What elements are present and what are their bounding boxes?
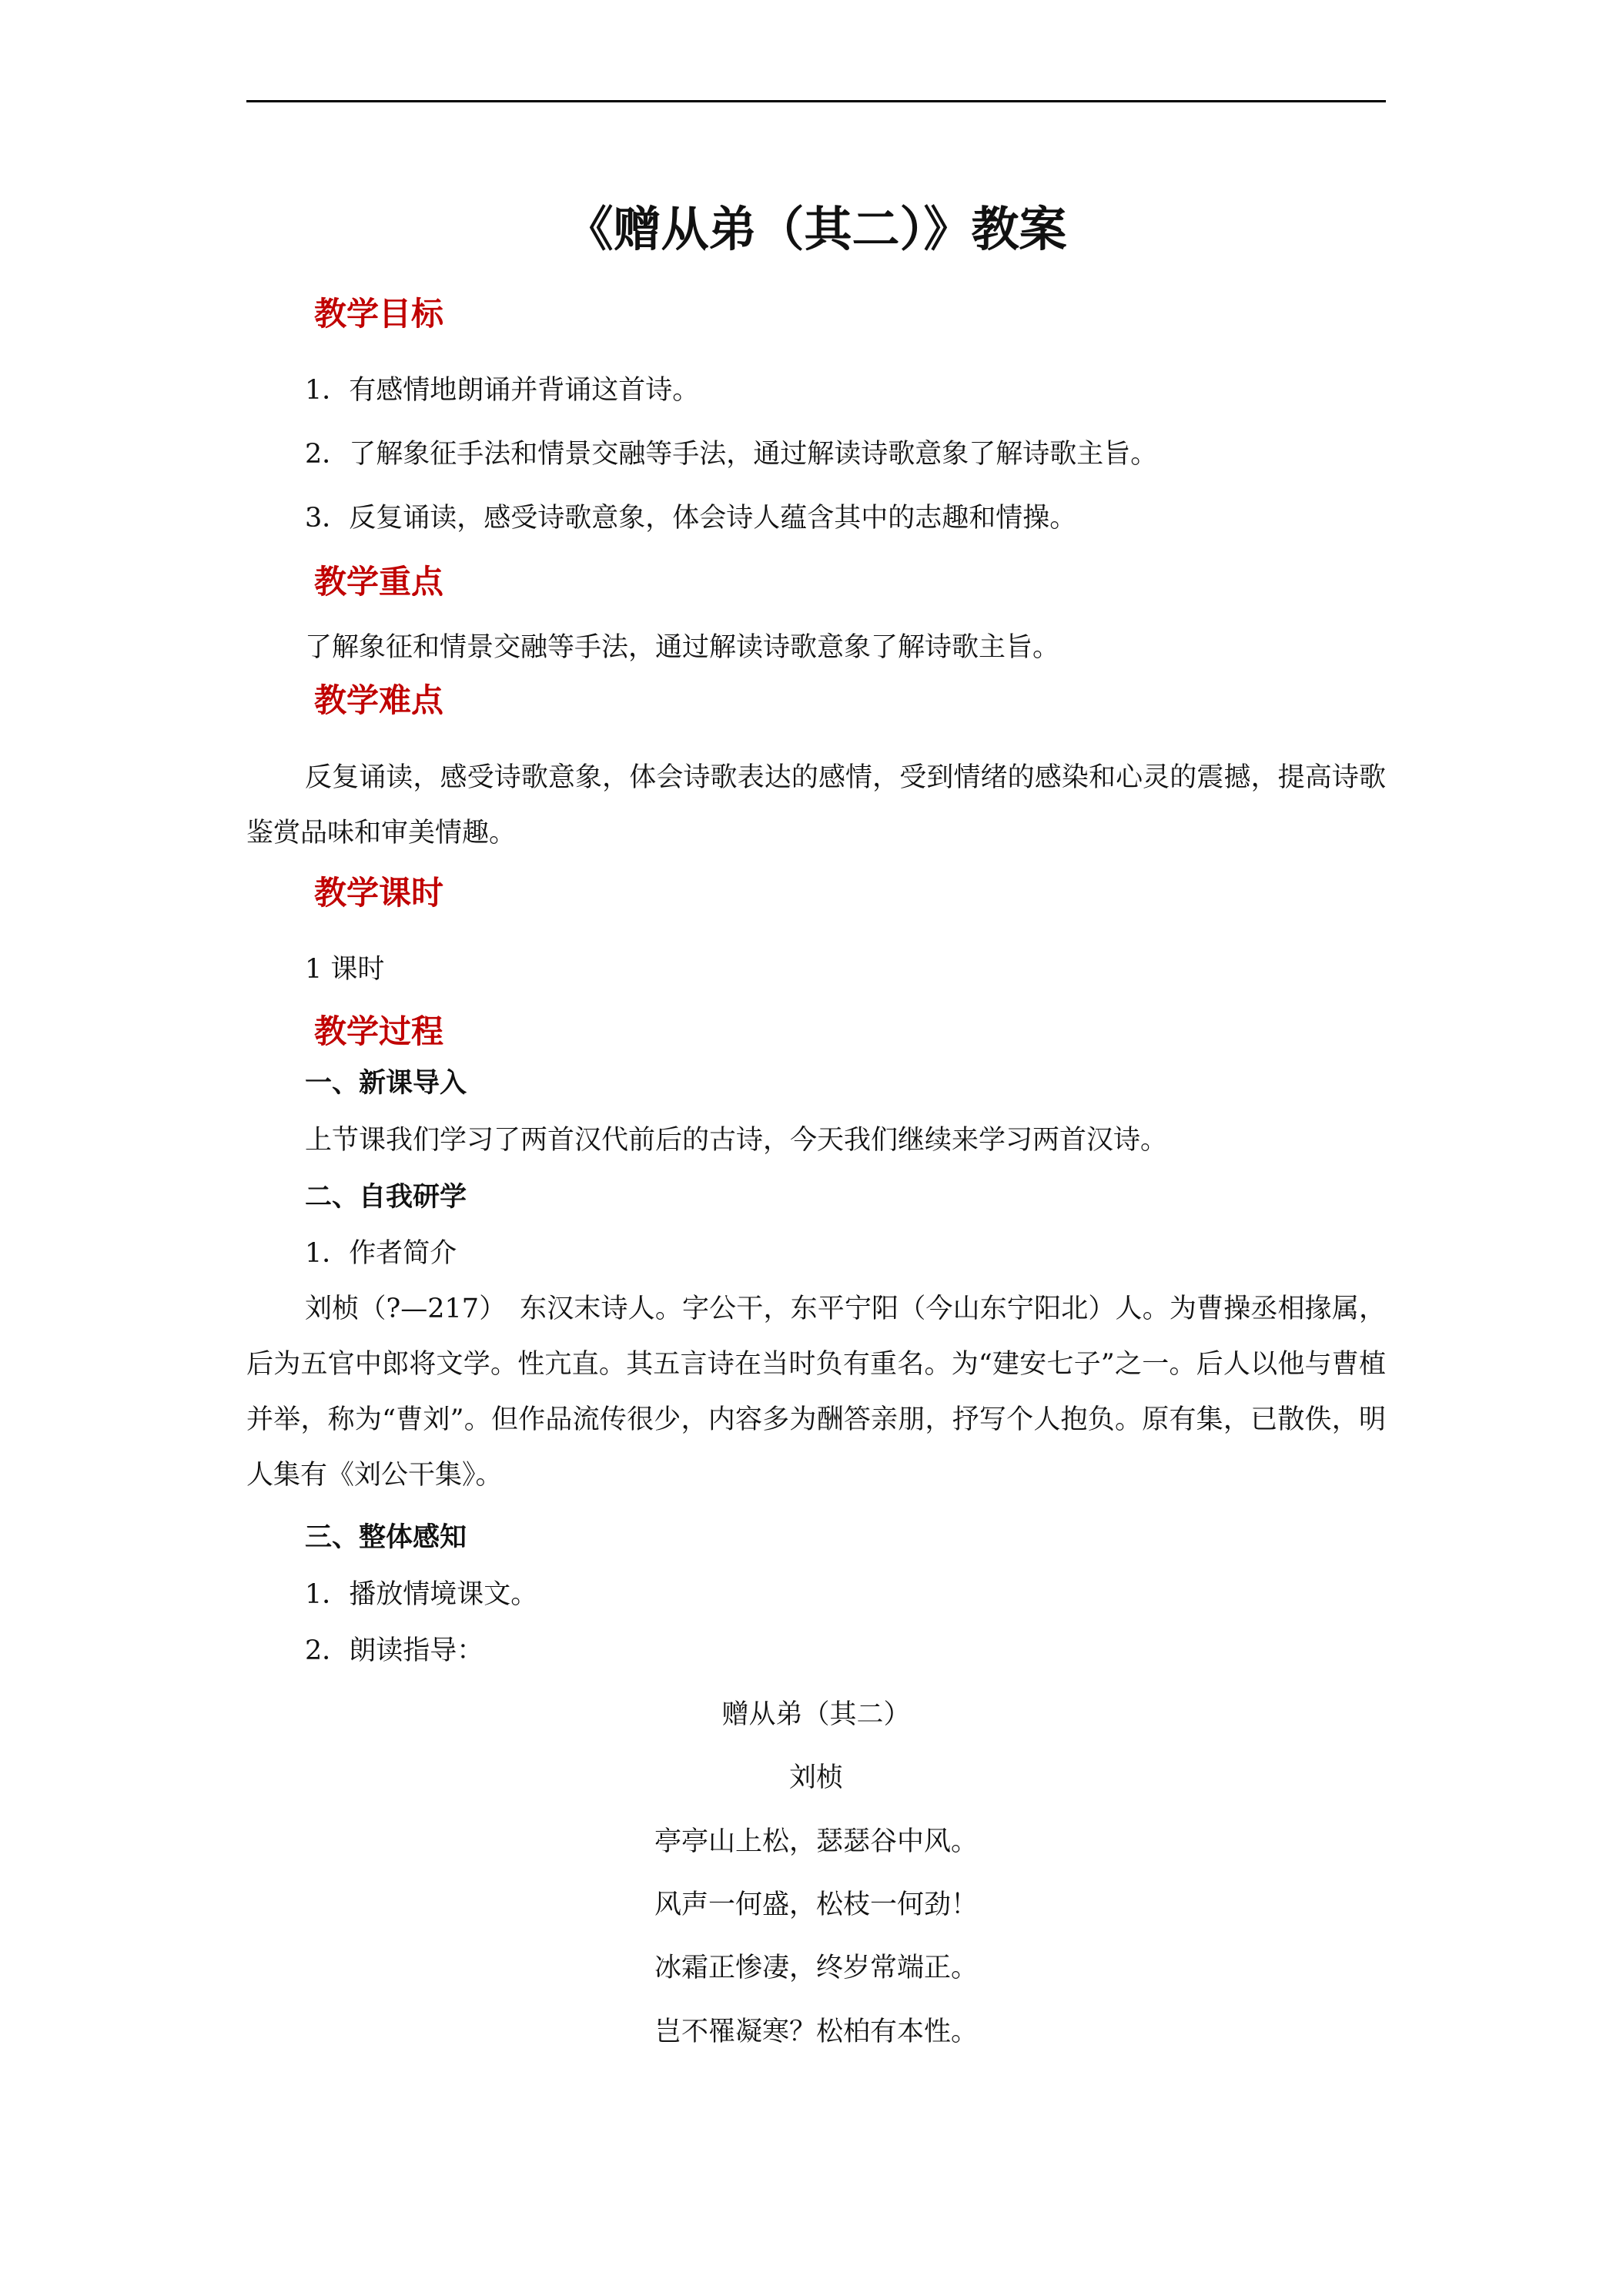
heading-key-points: 教学重点 xyxy=(314,563,444,601)
key-points-text: 了解象征和情景交融等手法，通过解读诗歌意象了解诗歌主旨。 xyxy=(305,632,1060,663)
goal-item-2: 2．了解象征手法和情景交融等手法，通过解读诗歌意象了解诗歌主旨。 xyxy=(305,439,1158,470)
difficulties-text: 反复诵读，感受诗歌意象，体会诗歌表达的感情，受到情绪的感染和心灵的震撼，提高诗歌鉴赏品味和审美情趣。 xyxy=(246,762,1386,848)
process-part1-text: 上节课我们学习了两首汉代前后的古诗，今天我们继续来学习两首汉诗。 xyxy=(305,1125,1168,1156)
poem-line-2: 风声一何盛，松枝一何劲！ xyxy=(654,1889,978,1920)
goal-item-1: 1．有感情地朗诵并背诵这首诗。 xyxy=(305,375,700,406)
poem-author: 刘桢 xyxy=(788,1762,843,1793)
heading-hours: 教学课时 xyxy=(314,874,444,912)
heading-goals: 教学目标 xyxy=(314,295,444,333)
process-part2-item1: 1．作者简介 xyxy=(305,1238,457,1269)
author-bio: 刘桢（?—217） 东汉末诗人。字公干，东平宁阳（今山东宁阳北）人。为曹操丞相掾属，后为五官中郎将文学。性亢直。其五言诗在当时负有重名。为“建安七子”之一。后人以他与曹植并举，称为“曹刘”。但作品流传很少，内容多为酬答亲朋，抒写个人抱负。原有集，已散佚，明人集有《刘公干集》。 xyxy=(246,1294,1386,1491)
document-title: 《赠从弟（其二）》教案 xyxy=(565,201,1067,257)
poem-line-1: 亭亭山上松，瑟瑟谷中风。 xyxy=(654,1826,978,1857)
process-part1-title: 一、新课导入 xyxy=(305,1068,467,1099)
hours-text: 1 课时 xyxy=(305,954,385,985)
goal-item-3: 3．反复诵读，感受诗歌意象，体会诗人蕴含其中的志趣和情操。 xyxy=(305,503,1077,534)
process-part3-item1: 1．播放情境课文。 xyxy=(305,1579,538,1610)
process-part3-title: 三、整体感知 xyxy=(305,1522,467,1553)
poem-line-4: 岂不罹凝寒？松柏有本性。 xyxy=(654,2017,978,2047)
poem-title: 赠从弟（其二） xyxy=(721,1699,911,1730)
process-part3-item2: 2．朗读指导： xyxy=(305,1635,484,1666)
header-rule xyxy=(246,100,1386,102)
process-part2-title: 二、自我研学 xyxy=(305,1182,467,1213)
heading-difficulties: 教学难点 xyxy=(314,681,444,719)
poem-line-3: 冰霜正惨凄，终岁常端正。 xyxy=(654,1953,978,1983)
heading-process: 教学过程 xyxy=(314,1012,444,1050)
